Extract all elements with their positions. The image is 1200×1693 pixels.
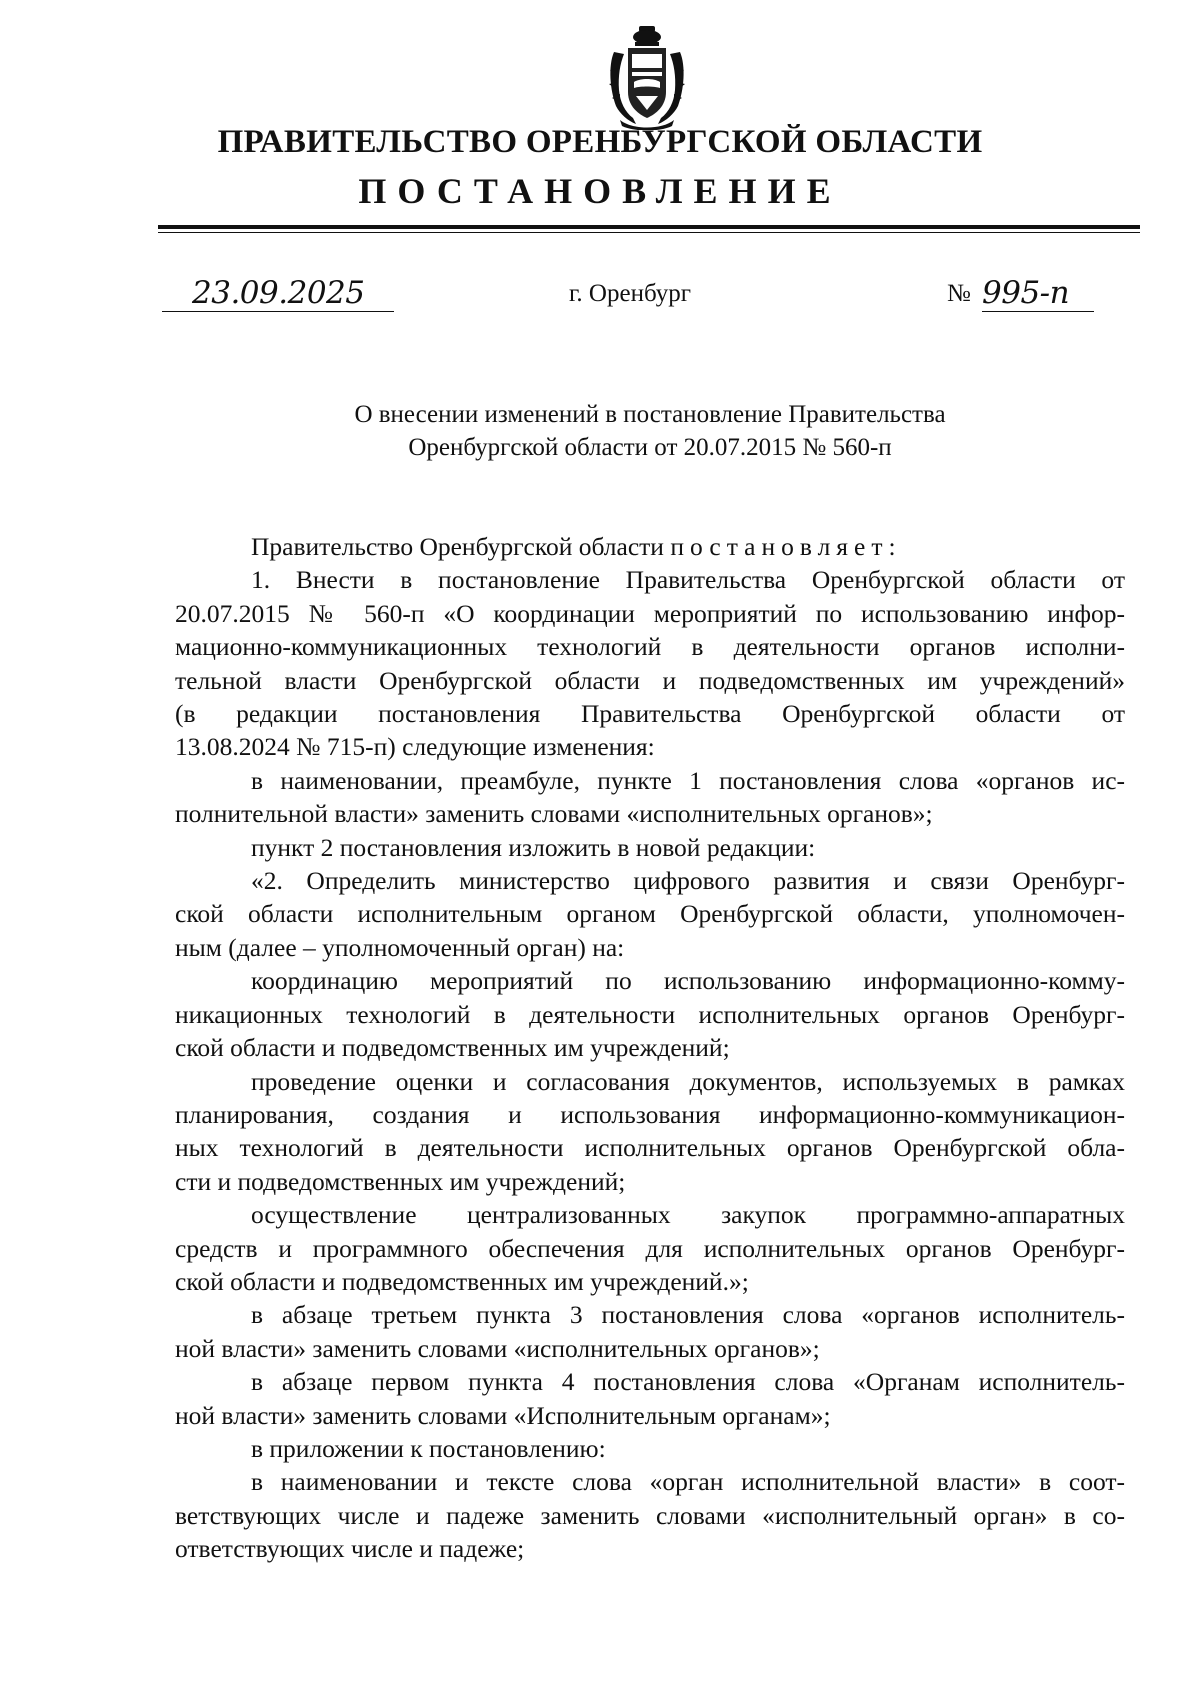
body-line: ным (далее – уполномоченный орган) на: xyxy=(175,932,625,962)
date-field xyxy=(162,275,394,312)
document-date: 23.09.2025 xyxy=(192,275,365,311)
body-line: планирования, создания и использования информационно-коммуникацион- xyxy=(175,1099,1125,1129)
body-line: 20.07.2015 № 560-п «О координации мероприятий по использованию инфор- xyxy=(175,598,1125,628)
body-line: ответствующих числе и падеже; xyxy=(175,1534,525,1564)
coat-of-arms-icon xyxy=(606,26,688,130)
body-line: проведение оценки и согласования документов, используемых в рамках xyxy=(251,1066,1125,1096)
body-line: 13.08.2024 № 715-п) следующие изменения: xyxy=(175,732,655,762)
body-line: в абзаце первом пункта 4 постановления слова «Органам исполнитель- xyxy=(251,1367,1125,1397)
body-line: в наименовании, преамбуле, пункте 1 постановления слова «органов ис- xyxy=(251,765,1125,795)
document-body xyxy=(175,530,1125,1566)
body-line: координацию мероприятий по использованию информационно-комму- xyxy=(251,966,1125,996)
body-line: ской области и подведомственных им учреждений; xyxy=(175,1033,730,1063)
body-intro xyxy=(175,530,1125,563)
body-line: ной власти» заменить словами «исполнительных органов»; xyxy=(175,1333,820,1363)
body-line: ской области исполнительным органом Оренбургской области, уполномочен- xyxy=(175,899,1125,929)
header-divider-thin xyxy=(158,232,1140,233)
body-line: средств и программного обеспечения для исполнительных органов Оренбург- xyxy=(175,1233,1125,1263)
body-line: «2. Определить министерство цифрового развития и связи Оренбург- xyxy=(251,866,1125,896)
subject-line: Оренбургской области от 20.07.2015 № 560-п xyxy=(408,434,892,461)
body-line: ной власти» заменить словами «Исполнительным органам»; xyxy=(175,1400,831,1430)
document-city: г. Оренбург xyxy=(569,280,691,307)
intro-text: Правительство Оренбургской области xyxy=(251,532,671,561)
body-line: тельной власти Оренбургской области и подведомственных им учреждений» xyxy=(175,665,1125,695)
body-line: ской области и подведомственных им учреждений.»; xyxy=(175,1266,749,1296)
body-line: в абзаце третьем пункта 3 постановления слова «органов исполнитель- xyxy=(251,1300,1125,1330)
body-line: ветствующих числе и падеже заменить словами «исполнительный орган» в со- xyxy=(175,1500,1125,1530)
body-line: ных технологий в деятельности исполнительных органов Оренбургской обла- xyxy=(175,1133,1125,1163)
subject-line: О внесении изменений в постановление Правительства xyxy=(354,401,946,428)
body-line: в приложении к постановлению: xyxy=(251,1433,606,1463)
body-line: (в редакции постановления Правительства Оренбургской области от xyxy=(175,699,1125,729)
body-line: в наименовании и тексте слова «орган исполнительной власти» в соот- xyxy=(251,1467,1125,1497)
government-title: ПРАВИТЕЛЬСТВО ОРЕНБУРГСКОЙ ОБЛАСТИ xyxy=(217,124,983,160)
body-line: мационно-коммуникационных технологий в деятельности органов исполни- xyxy=(175,632,1125,662)
body-line: осуществление централизованных закупок программно-аппаратных xyxy=(251,1200,1125,1230)
body-line: никационных технологий в деятельности исполнительных органов Оренбург- xyxy=(175,999,1125,1029)
body-line: сти и подведомственных им учреждений; xyxy=(175,1166,626,1196)
body-line: пункт 2 постановления изложить в новой редакции: xyxy=(251,832,816,862)
body-line: 1. Внести в постановление Правительства Оренбургской области от xyxy=(251,565,1125,595)
document-number: 995-п xyxy=(982,275,1070,311)
number-field xyxy=(982,275,1094,312)
header-divider-thick xyxy=(158,225,1140,229)
body-line: полнительной власти» заменить словами «исполнительных органов»; xyxy=(175,799,933,829)
number-label: № xyxy=(947,280,971,307)
intro-verb: постановляет: xyxy=(670,532,902,561)
document-subject xyxy=(170,398,1130,464)
document-type: ПОСТАНОВЛЕНИЕ xyxy=(358,171,842,211)
